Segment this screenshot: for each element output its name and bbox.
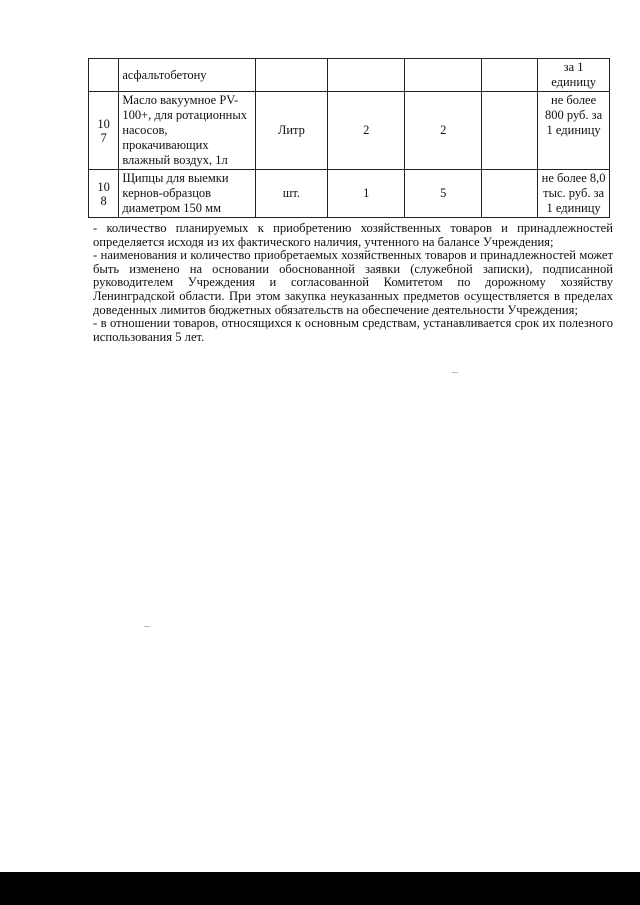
item-name-cell: Щипцы для выемки кернов-образцов диаметром 150 мм [119, 170, 255, 218]
empty-cell [482, 170, 538, 218]
row-number-cell [89, 92, 119, 170]
quantity-cell: 5 [405, 170, 482, 218]
scan-speck [144, 626, 150, 627]
row-number-part: 10 [97, 179, 110, 194]
item-name-cell: асфальтобетону [119, 59, 255, 92]
note-paragraph: - в отношении товаров, относящихся к основным средствам, устанавливается срок их полезного использования 5 лет. [93, 316, 613, 344]
note-paragraph: - количество планируемых к приобретению хозяйственных товаров и принадлежностей определяется исходя из их фактического наличия, учтенного на балансе Учреждения; [93, 221, 613, 249]
notes-text [93, 222, 613, 344]
row-number-part: 10 [97, 116, 110, 131]
note-paragraph: - наименования и количество приобретаемых хозяйственных товаров и принадлежностей может быть изменено на основании обоснованной заявки (служебной записки), подписанной руководителем Учреждения и согласованной Комитетом по дорожному хозяйству Ленинградской области. При этом закупка неуказанных предметов осуществляется в пределах доведенных лимитов бюджетных обязательств на обеспечение деятельности Учреждения; [93, 248, 613, 317]
quantity-cell [405, 59, 482, 92]
quantity-cell: 1 [328, 170, 405, 218]
items-table [88, 58, 610, 218]
unit-cell: Литр [255, 92, 328, 170]
empty-cell [482, 92, 538, 170]
quantity-cell: 2 [328, 92, 405, 170]
quantity-cell: 2 [405, 92, 482, 170]
unit-cell: шт. [255, 170, 328, 218]
empty-cell [482, 59, 538, 92]
scan-edge-bar [0, 872, 640, 905]
row-number-part: 7 [100, 130, 107, 145]
row-number-part: 8 [100, 193, 107, 208]
item-name-cell: Масло вакуумное PV-100+, для ротационных насосов, прокачивающих влажный воздух, 1л [119, 92, 255, 170]
price-cell: не более 800 руб. за 1 единицу [538, 92, 610, 170]
table-row [89, 59, 610, 92]
table-row [89, 92, 610, 170]
quantity-cell [328, 59, 405, 92]
row-number-cell [89, 170, 119, 218]
scan-speck [452, 372, 458, 373]
unit-cell [255, 59, 328, 92]
price-cell: за 1 единицу [538, 59, 610, 92]
table-row [89, 170, 610, 218]
price-cell: не более 8,0 тыс. руб. за 1 единицу [538, 170, 610, 218]
row-number-cell [89, 59, 119, 92]
